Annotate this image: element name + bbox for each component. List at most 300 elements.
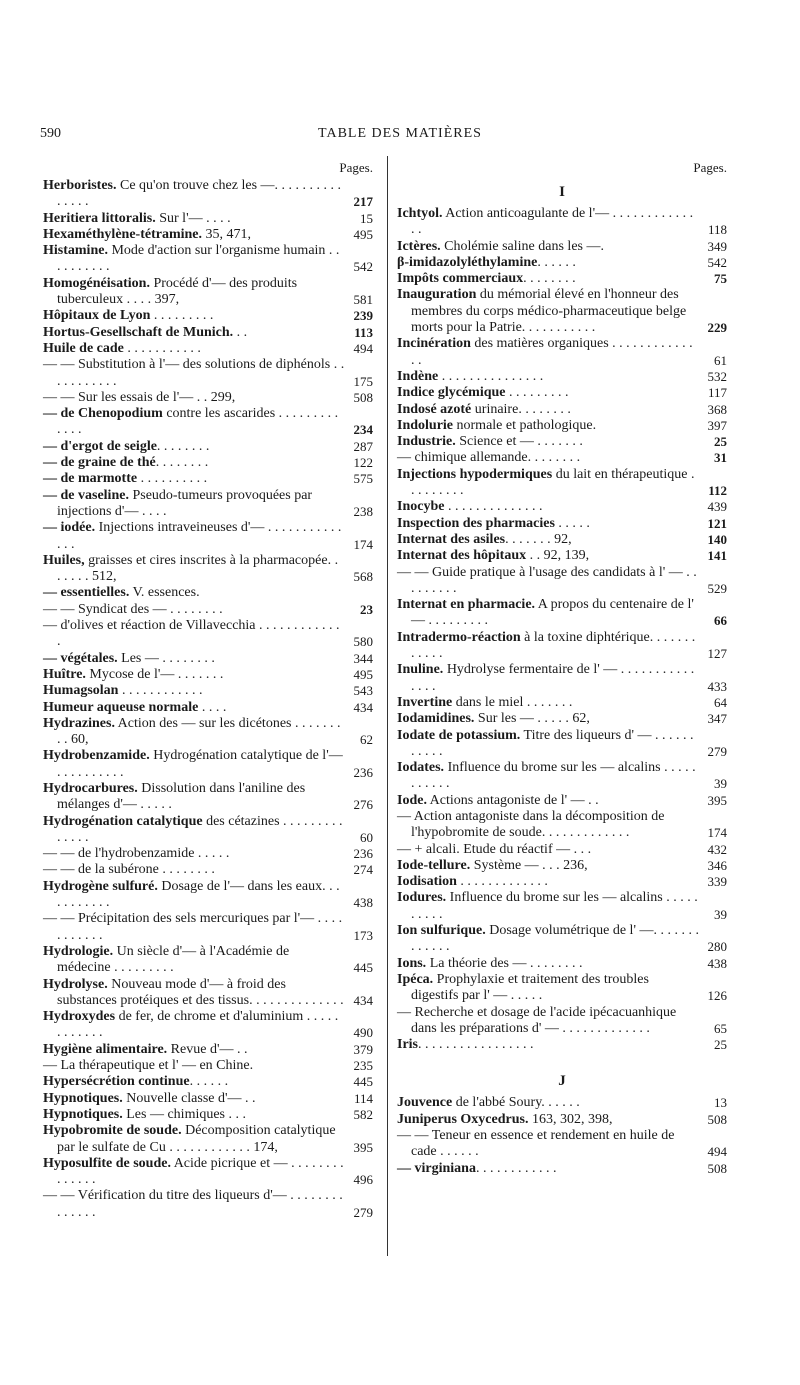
entry-description: Action des — sur les dicétones . . . . . . . . . 60, xyxy=(57,715,341,748)
pages-heading: Pages. xyxy=(339,160,373,175)
entry-text xyxy=(43,1123,345,1156)
index-entry xyxy=(43,455,373,471)
entry-page-number: 339 xyxy=(707,874,727,890)
index-entry xyxy=(397,450,727,466)
entry-description: — chimique allemande. . . . . . . . xyxy=(397,450,581,466)
entry-term: Iodisation xyxy=(397,874,457,890)
entry-text xyxy=(397,923,699,956)
entry-page-number: 274 xyxy=(353,862,373,878)
index-entry xyxy=(397,271,727,287)
entry-text xyxy=(397,858,699,874)
entry-description: — d'olives et réaction de Villavecchia . . . . . . . . . . . . . xyxy=(43,618,340,650)
entry-term: Ichtyol. xyxy=(397,206,443,221)
index-entry xyxy=(43,341,373,357)
entry-description: — — de l'hydrobenzamide . . . . . xyxy=(43,846,230,862)
left-column xyxy=(43,160,373,1221)
index-list-i xyxy=(397,206,727,1053)
entry-text xyxy=(397,956,699,972)
entry-page-number: 239 xyxy=(353,308,373,324)
entry-page-number: 445 xyxy=(353,1074,373,1090)
entry-description: Système — . . . 236, xyxy=(470,857,588,873)
index-entry xyxy=(43,390,373,406)
index-entry xyxy=(43,276,373,309)
index-entry xyxy=(43,211,373,227)
index-entry xyxy=(397,255,727,271)
entry-text xyxy=(397,597,699,630)
entry-page-number: 13 xyxy=(714,1095,727,1111)
index-entry xyxy=(43,308,373,324)
page-number: 590 xyxy=(40,126,61,141)
entry-text xyxy=(43,325,345,341)
entry-description: graisses et cires inscrites à la pharmacopée. . . . . . . 512, xyxy=(57,552,339,585)
entry-page-number: 346 xyxy=(707,857,727,873)
index-entry xyxy=(397,532,727,548)
entry-text xyxy=(397,548,699,564)
entry-term: Ions. xyxy=(397,955,427,971)
entry-page-number: 112 xyxy=(708,483,727,499)
entry-page-number: 126 xyxy=(707,988,727,1004)
entry-page-number: 542 xyxy=(707,254,727,270)
index-entry xyxy=(43,325,373,341)
entry-description: — — Vérification du titre des liqueurs d'— . . . . . . . . . . . . . . xyxy=(43,1188,343,1220)
entry-text xyxy=(43,944,345,977)
entry-page-number: 279 xyxy=(353,1204,373,1220)
index-entry xyxy=(397,239,727,255)
index-entry xyxy=(397,418,727,434)
entry-description: contre les ascarides . . . . . . . . . . . . . xyxy=(57,406,339,438)
index-entry xyxy=(397,809,727,842)
index-entry xyxy=(397,402,727,418)
entry-text xyxy=(397,1161,699,1177)
entry-page-number: 62 xyxy=(360,732,373,748)
index-entry xyxy=(43,602,373,618)
page-title: TABLE DES MATIÈRES xyxy=(318,126,482,141)
index-entry xyxy=(397,499,727,515)
entry-term: Inocybe xyxy=(397,499,445,515)
index-entry xyxy=(397,1128,727,1161)
entry-description: urinaire. . . . . . . . xyxy=(471,401,571,417)
entry-term: Inauguration xyxy=(397,287,477,303)
entry-term: Hydrolyse. xyxy=(43,976,108,992)
entry-description: — — de la subérone . . . . . . . . xyxy=(43,862,215,878)
index-entry xyxy=(43,716,373,749)
entry-text xyxy=(397,662,699,695)
entry-description: . . . . . . . . . xyxy=(505,385,569,401)
entry-text xyxy=(397,239,699,255)
entry-text xyxy=(397,760,699,793)
entry-text xyxy=(397,1037,699,1053)
entry-page-number: 434 xyxy=(353,699,373,715)
entry-page-number: 117 xyxy=(707,385,727,401)
entry-description: . . . . . . . . . . . . . . . xyxy=(438,368,544,384)
entry-page-number: 174 xyxy=(353,536,373,552)
index-entry xyxy=(397,434,727,450)
entry-description: Décomposition catalytique par le sulfate de Cu . . . . . . . . . . . . 174, xyxy=(57,1123,336,1155)
entry-term: Intradermo-réaction xyxy=(397,629,521,645)
index-entry xyxy=(397,1161,727,1177)
entry-text xyxy=(43,178,345,211)
entry-term: — d'ergot de seigle xyxy=(43,438,157,454)
entry-description: Mycose de l'— . . . . . . . xyxy=(85,666,224,682)
entry-text xyxy=(397,516,699,532)
index-entry xyxy=(397,336,727,369)
index-entry xyxy=(43,585,373,601)
entry-description: Acide picrique et — . . . . . . . . . . . . . . xyxy=(57,1155,344,1188)
entry-page-number: 236 xyxy=(353,764,373,780)
index-entry xyxy=(43,846,373,862)
entry-page-number: 25 xyxy=(714,1037,727,1053)
entry-page-number: 238 xyxy=(353,503,373,519)
entry-text xyxy=(397,565,699,598)
entry-term: Hydrobenzamide. xyxy=(43,748,150,764)
entry-description: Ce qu'on trouve chez les —. . . . . . . . . . . . . . . xyxy=(57,178,342,210)
entry-text xyxy=(43,1188,345,1221)
entry-text xyxy=(397,890,699,923)
entry-description: 163, 302, 398, xyxy=(528,1111,613,1127)
entry-term: Indosé azoté xyxy=(397,401,472,417)
index-entry xyxy=(43,227,373,243)
entry-text xyxy=(397,842,699,858)
entry-term: Indolurie xyxy=(397,417,454,433)
entry-description: de fer, de chrome et d'aluminium . . . . . . . . . . . . xyxy=(57,1009,339,1041)
entry-description: — — Guide pratique à l'usage des candidats à l' — . . . . . . . . . xyxy=(397,564,697,596)
entry-term: — essentielles. xyxy=(43,585,130,601)
entry-text xyxy=(397,874,699,890)
entry-page-number: 140 xyxy=(707,531,727,547)
index-entry xyxy=(43,553,373,586)
index-entry xyxy=(43,243,373,276)
entry-page-number: 368 xyxy=(707,401,727,417)
index-entry xyxy=(43,781,373,814)
index-entry xyxy=(43,683,373,699)
entry-page-number: 344 xyxy=(353,650,373,666)
entry-term: Hypobromite de soude. xyxy=(43,1123,182,1139)
entry-description: . . . . . . . . . xyxy=(150,308,214,324)
entry-page-number: 287 xyxy=(353,438,373,454)
entry-text xyxy=(397,402,699,418)
index-entry xyxy=(397,662,727,695)
entry-text xyxy=(43,1058,345,1074)
entry-description: Influence du brome sur les — alcalins . . . . . . . . . . xyxy=(411,890,698,922)
index-entry xyxy=(43,1188,373,1221)
index-entry xyxy=(43,1156,373,1189)
index-entry xyxy=(43,439,373,455)
entry-description: Dissolution dans l'aniline des mélanges d'— . . . . . xyxy=(57,780,306,813)
entry-page-number: 379 xyxy=(353,1041,373,1057)
entry-description: . . . . . . . . . . . xyxy=(123,340,201,356)
entry-description: . . . . . . . . . . . . . xyxy=(456,874,548,890)
entry-description: . . . . xyxy=(198,699,227,715)
entry-page-number: 61 xyxy=(714,352,727,368)
entry-term: Hyposulfite de soude. xyxy=(43,1155,171,1171)
entry-page-number: 234 xyxy=(353,422,373,438)
index-entry xyxy=(397,548,727,564)
entry-text xyxy=(397,532,699,548)
entry-description: . . . . . . . . . . . . xyxy=(475,1160,557,1176)
entry-page-number: 495 xyxy=(353,226,373,242)
entry-term: Internat des asiles xyxy=(397,531,506,547)
entry-description: Prophylaxie et traitement des troubles digestifs par l' — . . . . . xyxy=(411,971,649,1004)
entry-term: Incinération xyxy=(397,336,471,352)
entry-description: du lait en thérapeutique . . . . . . . . . xyxy=(411,466,695,499)
entry-text xyxy=(43,1074,345,1090)
index-list-j xyxy=(397,1095,727,1176)
entry-term: Impôts commerciaux xyxy=(397,271,524,287)
index-entry xyxy=(397,630,727,663)
entry-term: Industrie. xyxy=(397,434,456,450)
entry-term: Herboristes. xyxy=(43,178,117,193)
entry-term: Humeur aqueuse normale xyxy=(43,699,199,715)
entry-text xyxy=(43,846,345,862)
index-entry xyxy=(397,972,727,1005)
entry-page-number: 438 xyxy=(707,955,727,971)
entry-term: Humagsolan xyxy=(43,683,119,699)
entry-text xyxy=(43,357,345,390)
index-entry xyxy=(43,814,373,847)
index-entry xyxy=(43,1009,373,1042)
index-entry xyxy=(397,695,727,711)
entry-text xyxy=(397,1005,699,1038)
entry-description: — + alcali. Etude du réactif — . . . xyxy=(397,841,592,857)
entry-description: — La thérapeutique et l' — en Chine. xyxy=(43,1058,254,1074)
entry-term: β-imidazolyléthylamine xyxy=(397,254,538,270)
entry-text xyxy=(43,520,345,553)
entry-text xyxy=(43,911,345,944)
entry-page-number: 575 xyxy=(353,471,373,487)
entry-text xyxy=(397,336,699,369)
entry-page-number: 347 xyxy=(707,711,727,727)
entry-term: — iodée. xyxy=(43,520,96,536)
entry-text xyxy=(397,450,699,466)
entry-page-number: 141 xyxy=(707,548,727,564)
entry-text xyxy=(397,434,699,450)
entry-description: . . 92, 139, xyxy=(526,548,590,564)
entry-text xyxy=(397,206,699,239)
entry-description: Dosage volumétrique de l' —. . . . . . . . . . . . . xyxy=(411,923,699,955)
entry-text xyxy=(43,553,345,586)
entry-term: Indice glycémique xyxy=(397,385,506,401)
entry-page-number: 279 xyxy=(707,743,727,759)
entry-page-number: 118 xyxy=(707,222,727,238)
entry-term: Iodamidines. xyxy=(397,711,475,727)
index-entry xyxy=(397,597,727,630)
index-entry xyxy=(43,862,373,878)
entry-description: — — Syndicat des — . . . . . . . . xyxy=(43,601,223,617)
index-entry xyxy=(397,858,727,874)
index-entry xyxy=(43,471,373,487)
entry-page-number: 542 xyxy=(353,259,373,275)
index-entry xyxy=(43,178,373,211)
entry-description: Hydrogénation catalytique de l'— . . . . . . . . . . xyxy=(57,748,343,780)
entry-page-number: 173 xyxy=(353,927,373,943)
entry-description: . . . . . . . 92, xyxy=(505,531,572,547)
entry-page-number: 434 xyxy=(353,992,373,1008)
entry-term: Huile de cade xyxy=(43,340,124,356)
entry-description: . . . . . . . . xyxy=(156,438,210,454)
entry-term: Homogénéisation. xyxy=(43,275,150,291)
entry-page-number: 15 xyxy=(360,210,373,226)
entry-page-number: 580 xyxy=(353,634,373,650)
entry-text xyxy=(397,809,699,842)
entry-text xyxy=(397,695,699,711)
index-entry xyxy=(43,1123,373,1156)
entry-text xyxy=(43,227,345,243)
entry-term: Injections hypodermiques xyxy=(397,466,553,482)
entry-page-number: 276 xyxy=(353,797,373,813)
entry-term: Indène xyxy=(397,368,439,384)
entry-page-number: 65 xyxy=(714,1020,727,1036)
entry-page-number: 114 xyxy=(353,1090,373,1106)
entry-term: — de vaseline. xyxy=(43,487,129,503)
entry-page-number: 127 xyxy=(707,646,727,662)
entry-page-number: 280 xyxy=(707,939,727,955)
entry-term: Hypnotiques. xyxy=(43,1090,123,1106)
entry-page-number: 490 xyxy=(353,1025,373,1041)
index-entry xyxy=(397,760,727,793)
entry-term: Heritiera littoralis. xyxy=(43,210,156,226)
entry-description: Sur les — . . . . . 62, xyxy=(474,711,590,727)
entry-page-number: 64 xyxy=(714,694,727,710)
entry-page-number: 433 xyxy=(707,678,727,694)
entry-page-number: 175 xyxy=(353,373,373,389)
entry-text xyxy=(397,630,699,663)
entry-description: Action anticoagulante de l'— . . . . . . . . . . . . . . xyxy=(411,206,694,238)
entry-description: Les — chimiques . . . xyxy=(122,1106,247,1122)
entry-description: . . . . . . . . xyxy=(523,271,576,287)
pages-heading: Pages. xyxy=(693,160,727,175)
entry-term: Hortus-Gesellschaft de Munich. xyxy=(43,324,234,340)
index-entry xyxy=(397,793,727,809)
entry-page-number: 397 xyxy=(707,417,727,433)
entry-page-number: 494 xyxy=(353,340,373,356)
entry-page-number: 495 xyxy=(353,666,373,682)
entry-description: Influence du brome sur les — alcalins . . . . . . . . . . . xyxy=(411,760,696,792)
entry-term: — végétales. xyxy=(43,650,118,666)
entry-description: du mémorial élevé en l'honneur des membres du corps médico-pharmaceutique belge morts pour la Patrie. . . . . . . . . . . xyxy=(411,287,687,336)
entry-page-number: 31 xyxy=(714,450,727,466)
entry-term: Inuline. xyxy=(397,662,444,678)
entry-text xyxy=(43,716,345,749)
entry-description: 35, 471, xyxy=(202,226,251,242)
entry-page-number: 217 xyxy=(353,194,373,210)
index-entry xyxy=(43,488,373,521)
entry-text xyxy=(43,1009,345,1042)
entry-text xyxy=(43,667,345,683)
entry-text xyxy=(43,211,345,227)
index-entry xyxy=(43,944,373,977)
entry-text xyxy=(43,1091,345,1107)
entry-page-number: 508 xyxy=(707,1160,727,1176)
entry-page-number: 496 xyxy=(353,1172,373,1188)
entry-page-number: 174 xyxy=(707,825,727,841)
entry-text xyxy=(43,308,345,324)
entry-description: des matières organiques . . . . . . . . . . . . . . xyxy=(411,336,693,368)
entry-text xyxy=(43,781,345,814)
entry-text xyxy=(43,683,345,699)
entry-text xyxy=(43,602,345,618)
entry-term: Hydroxydes xyxy=(43,1009,116,1025)
entry-text xyxy=(397,467,699,500)
index-entry xyxy=(43,520,373,553)
entry-term: Hexaméthylène-tétramine. xyxy=(43,226,202,242)
entry-description: . . . . . . xyxy=(537,254,576,270)
entry-term: Ion sulfurique. xyxy=(397,923,486,939)
index-entry xyxy=(43,618,373,651)
entry-description: Nouvelle classe d'— . . xyxy=(122,1090,256,1106)
entry-text xyxy=(43,455,345,471)
entry-description: V. essences. xyxy=(129,585,200,601)
index-entry xyxy=(43,667,373,683)
index-entry xyxy=(397,923,727,956)
entry-text xyxy=(43,651,345,667)
entry-page-number: 508 xyxy=(707,1111,727,1127)
index-entry xyxy=(43,879,373,912)
entry-description: Actions antagoniste de l' — . . xyxy=(426,792,599,808)
entry-text xyxy=(397,1095,699,1111)
entry-term: Hydrocarbures. xyxy=(43,780,138,796)
index-entry xyxy=(397,728,727,761)
entry-term: Inspection des pharmacies xyxy=(397,515,555,531)
entry-text xyxy=(43,439,345,455)
index-list-h xyxy=(43,178,373,1221)
entry-term: Iode. xyxy=(397,792,427,808)
entry-description: Mode d'action sur l'organisme humain . . . . . . . . . . xyxy=(57,243,340,275)
entry-description: . . xyxy=(233,324,248,340)
entry-page-number: 75 xyxy=(714,271,727,287)
entry-term: Iris xyxy=(397,1037,418,1053)
index-entry xyxy=(397,842,727,858)
entry-term: Iodures. xyxy=(397,890,447,906)
entry-description: . . . . . . . . . . . . . . xyxy=(444,499,543,515)
entry-description: Titre des liqueurs d' — . . . . . . . . . . . xyxy=(411,727,694,759)
entry-text xyxy=(43,977,345,1010)
index-entry xyxy=(397,287,727,336)
entry-description: Un siècle d'— à l'Académie de médecine . . . . . . . . . xyxy=(57,943,290,976)
entry-page-number: 349 xyxy=(707,238,727,254)
entry-term: Internat en pharmacie. xyxy=(397,597,536,613)
entry-description: — — Substitution à l'— des solutions de diphénols . . . . . . . . . . . xyxy=(43,357,345,389)
entry-page-number: 439 xyxy=(707,499,727,515)
entry-text xyxy=(397,728,699,761)
entry-term: — de marmotte xyxy=(43,471,138,487)
entry-page-number: 568 xyxy=(353,569,373,585)
index-entry xyxy=(43,911,373,944)
index-entry xyxy=(397,565,727,598)
entry-description: des cétazines . . . . . . . . . . . . . . xyxy=(57,813,343,845)
entry-description: Les — . . . . . . . . xyxy=(117,650,215,666)
entry-text xyxy=(43,814,345,847)
entry-term: Iodates. xyxy=(397,760,445,776)
index-entry xyxy=(43,1042,373,1058)
column-divider xyxy=(387,156,388,1256)
entry-term: — de graine de thé xyxy=(43,455,156,471)
index-entry xyxy=(43,651,373,667)
index-entry xyxy=(397,1037,727,1053)
index-entry xyxy=(397,956,727,972)
entry-page-number: 543 xyxy=(353,683,373,699)
entry-term: Hydrazines. xyxy=(43,715,115,731)
entry-term: Iodate de potassium. xyxy=(397,727,521,743)
page-header xyxy=(0,126,800,146)
index-entry xyxy=(43,977,373,1010)
entry-text xyxy=(397,418,699,434)
entry-text xyxy=(43,748,345,781)
entry-page-number: 582 xyxy=(353,1106,373,1122)
entry-text xyxy=(43,341,345,357)
section-letter-j: J xyxy=(558,1073,566,1090)
entry-term: Histamine. xyxy=(43,243,108,259)
entry-text xyxy=(397,287,699,336)
